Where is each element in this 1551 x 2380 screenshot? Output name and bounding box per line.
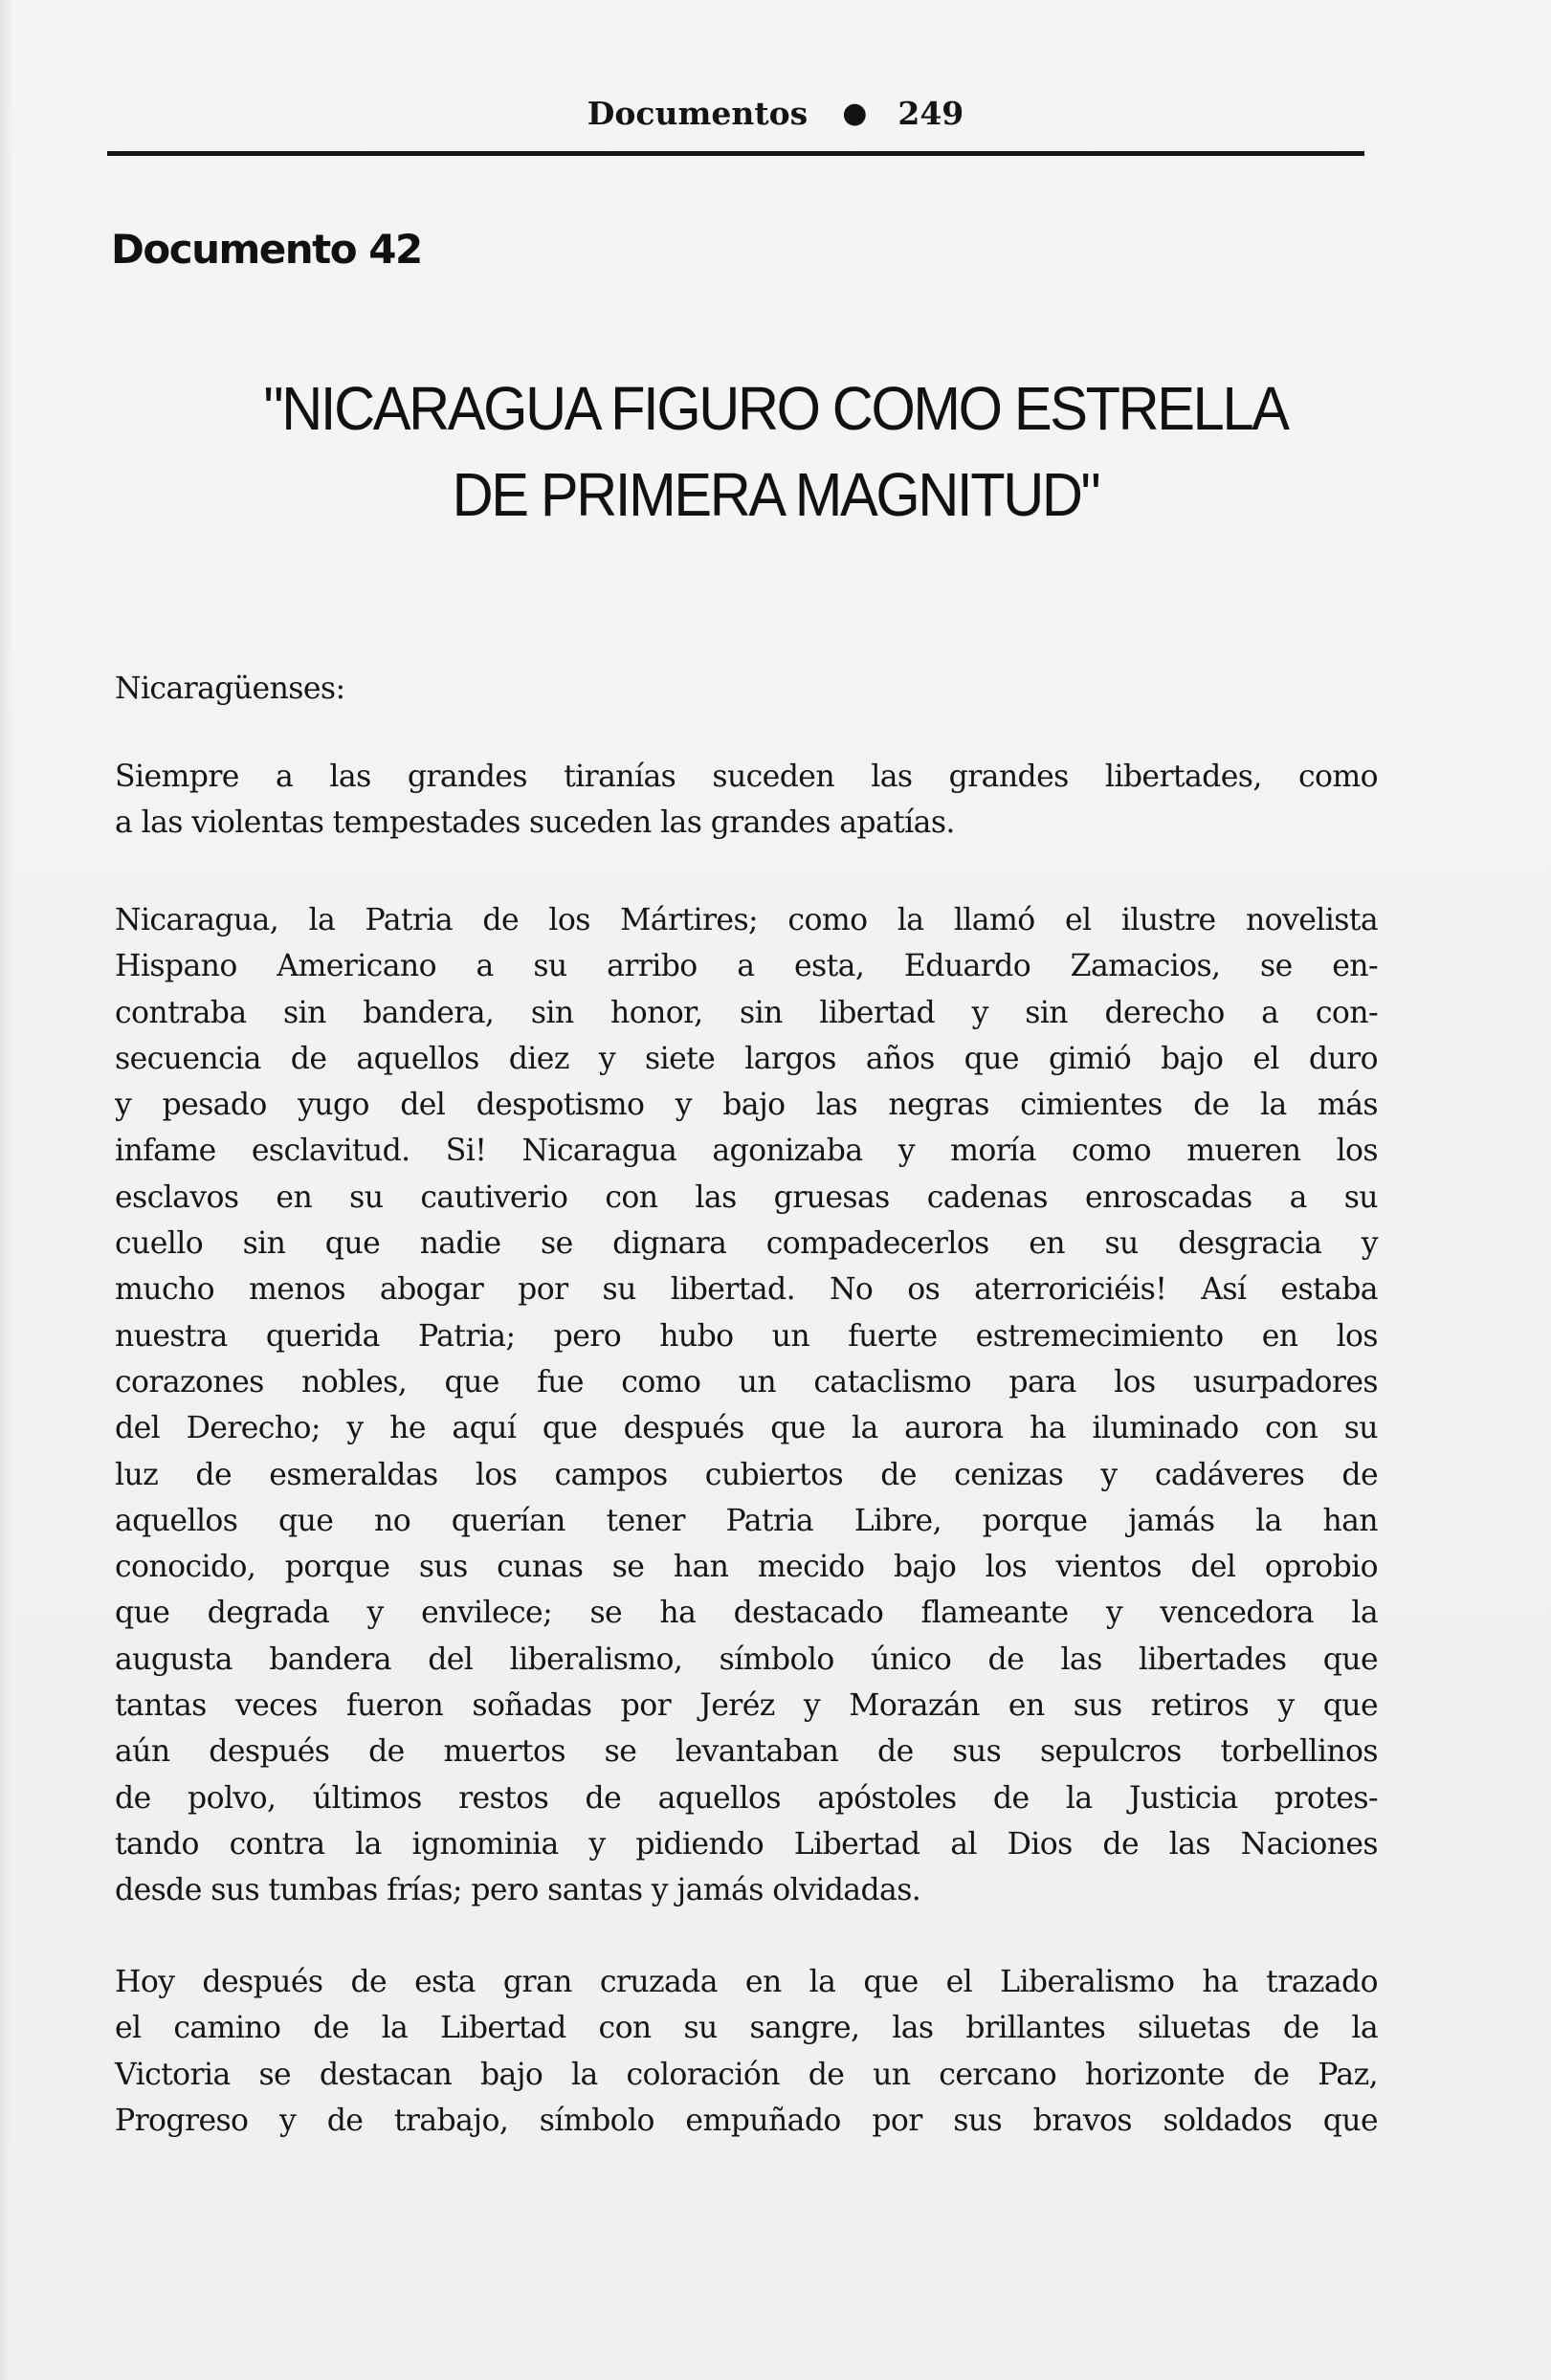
text-line: secuencia de aquellos diez y siete largos años que gimió bajo el duro xyxy=(115,1041,1378,1076)
text-line: conocido, porque sus cunas se han mecido bajo los vientos del oprobio xyxy=(115,1550,1378,1585)
running-head xyxy=(0,92,1551,136)
running-head-section: Documentos xyxy=(587,94,809,132)
paragraph-1 xyxy=(115,754,1378,847)
text-line: el camino de la Libertad con su sangre, las brillantes siluetas de la xyxy=(115,2011,1378,2046)
text-line: Nicaragua, la Patria de los Mártires; como la llamó el ilustre novelista xyxy=(115,903,1378,937)
text-line: Progreso y de trabajo, símbolo empuñado por sus bravos soldados que xyxy=(115,2103,1378,2138)
bullet-separator-icon: ● xyxy=(842,96,868,130)
document-number-heading: Documento 42 xyxy=(111,226,422,273)
text-line: cuello sin que nadie se dignara compadecerlos en su desgracia y xyxy=(115,1226,1378,1262)
text-line: de polvo, últimos restos de aquellos apóstoles de la Justicia protes- xyxy=(115,1780,1378,1816)
text-line: mucho menos abogar por su libertad. No os aterroriciéis! Así estaba xyxy=(115,1272,1378,1308)
title-line: DE PRIMERA MAGNITUD" xyxy=(452,460,1099,529)
text-line: esclavos en su cautiverio con las gruesas cadenas enroscadas a su xyxy=(115,1179,1378,1215)
text-line: tando contra la ignominia y pidiendo Libertad al Dios de las Naciones xyxy=(115,1826,1378,1862)
paragraph-2 xyxy=(115,897,1378,1914)
salutation-text: Nicaragüenses: xyxy=(115,672,345,706)
text-line: que degrada y envilece; se ha destacado flameante y vencedora la xyxy=(115,1596,1378,1631)
text-line: Hoy después de esta gran cruzada en la que el Liberalismo ha trazado xyxy=(115,1965,1378,1999)
header-rule xyxy=(107,151,1364,156)
text-line: desde sus tumbas frías; pero santas y jamás olvidadas. xyxy=(115,1873,921,1908)
text-line: contraba sin bandera, sin honor, sin libertad y sin derecho a con- xyxy=(115,995,1378,1030)
text-line: aún después de muertos se levantaban de sus sepulcros torbellinos xyxy=(115,1734,1378,1770)
salutation xyxy=(115,666,1378,712)
text-line: del Derecho; y he aquí que después que la aurora ha iluminado con su xyxy=(115,1411,1378,1446)
text-line: corazones nobles, que fue como un cataclismo para los usurpadores xyxy=(115,1364,1378,1399)
text-line: luz de esmeraldas los campos cubiertos de cenizas y cadáveres de xyxy=(115,1457,1378,1492)
page-edge-shadow xyxy=(0,0,13,2380)
text-line: infame esclavitud. Si! Nicaragua agonizaba y moría como mueren los xyxy=(115,1134,1378,1169)
text-line: aquellos que no querían tener Patria Libre, porque jamás la han xyxy=(115,1503,1378,1538)
text-line: augusta bandera del liberalismo, símbolo único de las libertades que xyxy=(115,1642,1378,1677)
text-line: tantas veces fueron soñadas por Jeréz y Morazán en sus retiros y que xyxy=(115,1688,1378,1724)
paragraph-3 xyxy=(115,1959,1378,2144)
text-line: a las violentas tempestades suceden las grandes apatías. xyxy=(115,805,955,841)
document-title xyxy=(55,365,1497,538)
title-line: "NICARAGUA FIGURO COMO ESTRELLA xyxy=(263,374,1288,443)
text-line: Hispano Americano a su arribo a esta, Eduardo Zamacios, se en- xyxy=(115,949,1378,984)
text-line: nuestra querida Patria; pero hubo un fuerte estremecimiento en los xyxy=(115,1318,1378,1354)
text-line: Victoria se destacan bajo la coloración de un cercano horizonte de Paz, xyxy=(115,2057,1378,2092)
page-number: 249 xyxy=(897,94,964,132)
text-line: Siempre a las grandes tiranías suceden las grandes libertades, como xyxy=(115,760,1378,794)
text-line: y pesado yugo del despotismo y bajo las negras cimientes de la más xyxy=(115,1088,1378,1123)
